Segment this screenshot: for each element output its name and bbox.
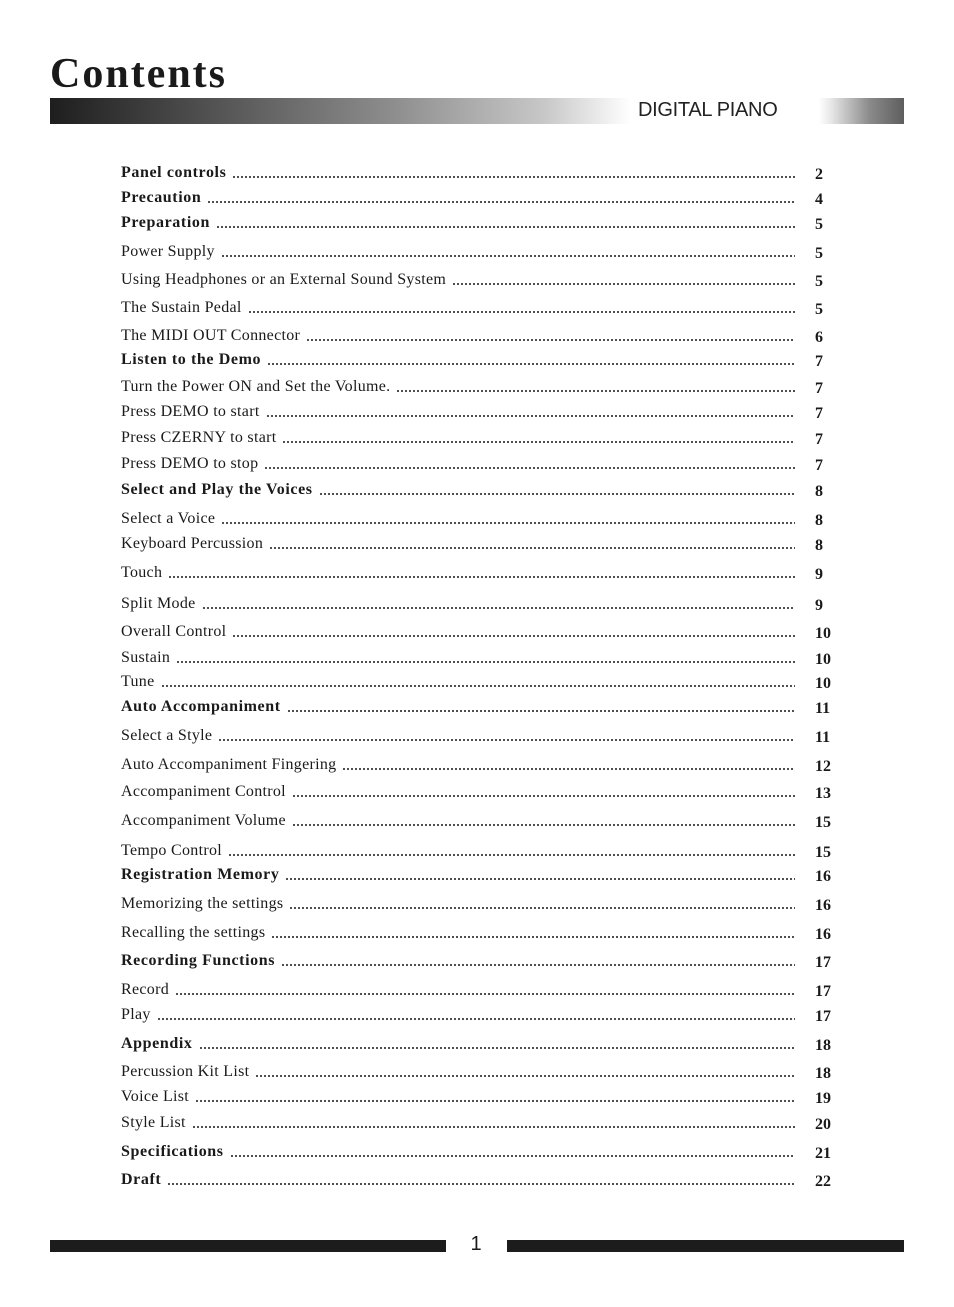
dot-leader	[175, 993, 795, 995]
toc-entry	[121, 698, 837, 722]
footer-bar-left	[50, 1240, 446, 1252]
toc-entry	[121, 1114, 837, 1138]
toc-entry-page: 17	[815, 954, 831, 971]
banner-label: DIGITAL PIANO	[638, 99, 778, 121]
toc-entry-label: Split Mode	[121, 595, 196, 612]
toc-entry-page: 16	[815, 926, 831, 943]
dot-leader	[306, 339, 795, 341]
toc-entry-label: Appendix	[121, 1035, 193, 1052]
toc-entry-label: Specifications	[121, 1143, 224, 1160]
dot-leader	[232, 635, 795, 637]
toc-entry	[121, 378, 837, 402]
toc-entry-page: 4	[815, 191, 823, 208]
toc-entry	[121, 271, 837, 295]
toc-entry-label: Auto Accompaniment	[121, 698, 281, 715]
toc-entry	[121, 455, 837, 479]
toc-entry-page: 8	[815, 483, 823, 500]
toc-entry-page: 15	[815, 844, 831, 861]
toc-entry	[121, 564, 837, 588]
toc-entry-page: 10	[815, 675, 831, 692]
dot-leader	[248, 311, 795, 313]
toc-entry	[121, 1171, 837, 1195]
toc-entry	[121, 164, 837, 188]
toc-entry	[121, 429, 837, 453]
dot-leader	[281, 964, 795, 966]
toc-entry-label: Sustain	[121, 649, 171, 666]
toc-entry-page: 7	[815, 431, 823, 448]
toc-entry-label: Recalling the settings	[121, 924, 266, 941]
toc-entry	[121, 214, 837, 238]
toc-entry-label: Tempo Control	[121, 842, 222, 859]
toc-entry-page: 5	[815, 273, 823, 290]
toc-entry	[121, 924, 837, 948]
dot-leader	[221, 255, 795, 257]
toc-entry	[121, 243, 837, 267]
dot-leader	[167, 1183, 795, 1185]
toc-entry-label: Select and Play the Voices	[121, 481, 313, 498]
dot-leader	[218, 739, 795, 741]
toc-entry-label: Preparation	[121, 214, 210, 231]
toc-entry-page: 18	[815, 1065, 831, 1082]
toc-entry	[121, 649, 837, 673]
dot-leader	[195, 1100, 795, 1102]
toc-entry-label: Play	[121, 1006, 151, 1023]
toc-entry	[121, 351, 837, 375]
toc-entry	[121, 535, 837, 559]
toc-entry-page: 7	[815, 405, 823, 422]
toc-entry	[121, 727, 837, 751]
toc-entry	[121, 1063, 837, 1087]
dot-leader	[285, 878, 795, 880]
dot-leader	[292, 824, 795, 826]
toc-entry	[121, 783, 837, 807]
toc-entry-label: Press CZERNY to start	[121, 429, 277, 446]
toc-entry-label: Listen to the Demo	[121, 351, 262, 368]
dot-leader	[221, 522, 795, 524]
toc-entry-label: Select a Style	[121, 727, 213, 744]
toc-entry-page: 18	[815, 1037, 831, 1054]
dot-leader	[207, 201, 795, 203]
dot-leader	[319, 493, 795, 495]
toc-entry-label: Accompaniment Volume	[121, 812, 286, 829]
toc-entry	[121, 510, 837, 534]
toc-entry-label: Memorizing the settings	[121, 895, 284, 912]
page-number: 1	[470, 1233, 482, 1255]
toc-entry-page: 22	[815, 1173, 831, 1190]
toc-entry-page: 11	[815, 729, 831, 746]
toc-entry-page: 8	[815, 537, 823, 554]
toc-entry	[121, 595, 837, 619]
toc-entry	[121, 756, 837, 780]
toc-entry-label: Power Supply	[121, 243, 215, 260]
toc-entry	[121, 1088, 837, 1112]
toc-entry-page: 5	[815, 301, 823, 318]
toc-entry	[121, 1143, 837, 1167]
toc-entry	[121, 866, 837, 890]
toc-entry	[121, 327, 837, 351]
toc-entry-label: Keyboard Percussion	[121, 535, 264, 552]
toc-entry-page: 5	[815, 216, 823, 233]
toc-entry-page: 8	[815, 512, 823, 529]
toc-entry-label: The Sustain Pedal	[121, 299, 242, 316]
toc-entry	[121, 299, 837, 323]
toc-entry-page: 15	[815, 814, 831, 831]
toc-entry-page: 6	[815, 329, 823, 346]
toc-entry-page: 16	[815, 868, 831, 885]
toc-entry-page: 9	[815, 597, 823, 614]
dot-leader	[202, 607, 795, 609]
toc-entry-label: Using Headphones or an External Sound System	[121, 271, 447, 288]
dot-leader	[228, 854, 795, 856]
dot-leader	[289, 907, 795, 909]
dot-leader	[292, 795, 795, 797]
toc-entry-page: 7	[815, 380, 823, 397]
dot-leader	[342, 768, 795, 770]
toc-entry-page: 7	[815, 457, 823, 474]
toc-entry-label: Tune	[121, 673, 155, 690]
toc-entry	[121, 673, 837, 697]
dot-leader	[192, 1126, 795, 1128]
dot-leader	[267, 363, 795, 365]
dot-leader	[232, 176, 795, 178]
toc-entry-page: 12	[815, 758, 831, 775]
footer-bar-right	[507, 1240, 904, 1252]
dot-leader	[161, 685, 795, 687]
toc-entry-page: 21	[815, 1145, 831, 1162]
dot-leader	[264, 467, 795, 469]
toc-entry-page: 20	[815, 1116, 831, 1133]
toc-entry-label: Record	[121, 981, 170, 998]
toc-entry-page: 17	[815, 1008, 831, 1025]
toc-entry-label: The MIDI OUT Connector	[121, 327, 301, 344]
toc-entry-page: 19	[815, 1090, 831, 1107]
toc-entry-page: 17	[815, 983, 831, 1000]
toc-entry-label: Draft	[121, 1171, 162, 1188]
toc-entry-label: Percussion Kit List	[121, 1063, 250, 1080]
dot-leader	[287, 710, 795, 712]
dot-leader	[282, 441, 795, 443]
toc-entry	[121, 1035, 837, 1059]
page-title: Contents	[50, 51, 228, 97]
dot-leader	[396, 390, 795, 392]
toc-entry-page: 7	[815, 353, 823, 370]
toc-entry-page: 5	[815, 245, 823, 262]
toc-entry	[121, 895, 837, 919]
toc-entry-page: 9	[815, 566, 823, 583]
toc-entry-page: 10	[815, 625, 831, 642]
toc-entry-label: Touch	[121, 564, 163, 581]
dot-leader	[176, 661, 795, 663]
dot-leader	[266, 415, 795, 417]
dot-leader	[452, 283, 795, 285]
toc-entry	[121, 952, 837, 976]
toc-entry	[121, 1006, 837, 1030]
toc-entry-page: 11	[815, 700, 831, 717]
dot-leader	[271, 936, 795, 938]
toc-entry	[121, 842, 837, 866]
dot-leader	[216, 226, 795, 228]
toc-entry	[121, 481, 837, 505]
toc-entry-label: Style List	[121, 1114, 186, 1131]
toc-entry-label: Select a Voice	[121, 510, 216, 527]
toc-entry	[121, 623, 837, 647]
dot-leader	[230, 1155, 795, 1157]
toc-entry-label: Press DEMO to start	[121, 403, 260, 420]
toc-entry	[121, 189, 837, 213]
toc-entry-label: Overall Control	[121, 623, 227, 640]
toc-entry-label: Voice List	[121, 1088, 190, 1105]
toc-entry-label: Recording Functions	[121, 952, 276, 969]
toc-entry-page: 13	[815, 785, 831, 802]
toc-entry-page: 2	[815, 166, 823, 183]
toc-entry-page: 10	[815, 651, 831, 668]
toc-entry-label: Turn the Power ON and Set the Volume.	[121, 378, 391, 395]
toc-entry-label: Registration Memory	[121, 866, 280, 883]
dot-leader	[199, 1047, 795, 1049]
dot-leader	[255, 1075, 795, 1077]
toc-entry-label: Press DEMO to stop	[121, 455, 259, 472]
toc-entry	[121, 403, 837, 427]
toc-entry-label: Panel controls	[121, 164, 227, 181]
toc-entry-page: 16	[815, 897, 831, 914]
toc-entry-label: Auto Accompaniment Fingering	[121, 756, 337, 773]
dot-leader	[269, 547, 795, 549]
toc-entry-label: Accompaniment Control	[121, 783, 286, 800]
toc-entry	[121, 812, 837, 836]
toc-entry	[121, 981, 837, 1005]
dot-leader	[168, 576, 795, 578]
toc-entry-label: Precaution	[121, 189, 202, 206]
dot-leader	[157, 1018, 795, 1020]
